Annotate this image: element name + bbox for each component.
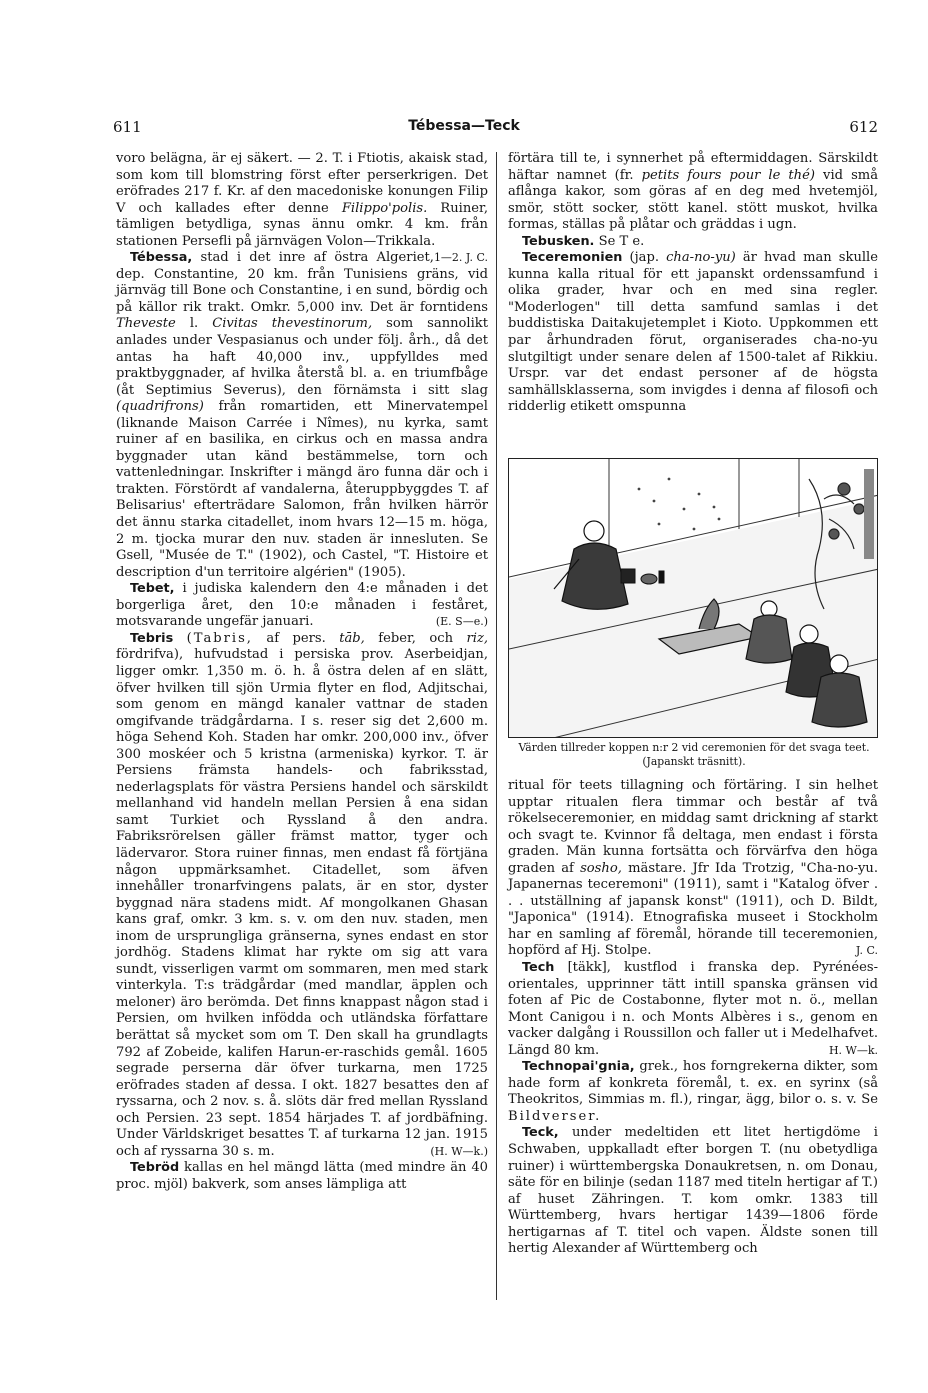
author-signature: (H. W—k.) <box>430 1144 488 1158</box>
entry-tebrod-continuation: förtära till te, i synnerhet på eftermiddagen. Särskildt häftar namnet (fr. petits fours pour le thé) vid små aflånga kakor, som göras af en deg med hvetemjöl, smör, stött socker, stött kanel. stött muskot, hvilka formas, ställas på plåtar och gräddas i ugn. <box>508 151 879 233</box>
entry-headword: Tebris <box>130 630 174 646</box>
author-signature: (E. S—e.) <box>435 615 488 629</box>
running-title: Tébessa—Teck <box>408 118 520 134</box>
entry-tebris: Tebris (Tabris, af pers. tāb, feber, och riz, fördrifva), hufvudstad i persiska prov. Aserbeidjan, ligger omkr. 1,350 m. ö. h. å östra delen af en slätt, öfver hvilken till sjön Urmia flyter en flod, Adjitschai, som genom en mängd kanaler vattnar de staden omgifvande trädgårdarna. I s. reser sig det 2,600 m. höga Sehend Koh. Staden har omkr. 200,000 inv., öfver 300 moskéer och 5 kristna (armeniska) kyrkor. T. är Persiens främsta handels- och fabriksstad, nederlagsplats för västra Persiens handel och särskildt mellanhand vid handeln mellan Persien å ena sidan samt Turkiet och Ryssland å den andra. Fabriksrörelsen gäller främst mattor, tyger och lädervaror. Stora ruiner finnas, men endast få förtjäna någon uppmärksamhet. Citadellet, som äfven innehåller tronarfvingens palats, är en stor, dyster byggnad nära stadens midt. Af mongolkanen Ghasan kans graf, omkr. 3 km. s. v. om den nuv. staden, men inom de ursprungliga gränserna, synes endast en stor jordhög. Stadens klimat har rykte om sig att vara sundt, visserligen varmt om sommaren, men med stark vinterkyla. T:s trädgårdar (med mandlar, äpplen och meloner) äro berömda. Det finns knappast någon stad i Persien, om hvilken infödda och utländska författare berättat så mycket som om T. Den skall ha grundlagts 792 af Zobeide, kalifen Harun-er-raschids gemål. 1605 segrade perserna där öfver turkarna, men 1725 eröfrades staden af dessa. I okt. 1827 besattes den af ryssarna, och 2 nov. s. å. slöts där fred mellan Ryssland och Persien. 23 sept. 1854 härjades T. af jordbäfning. Under Världskriget besattes T. af turkarna 12 jan. 1915 och af ryssarna 30 s. m. (H. W—k.) <box>116 630 489 1159</box>
entry-teceremonien-continuation: ritual för teets tillagning och förtäring. I sin helhet upptar ritualen flera timmar och består af två rökelseceremonier, en middag samt drickning af starkt och svagt te. Kvinnor få deltaga, men endast i första graden. Män kunna fortsätta och förvärfva den höga graden af sosho, mästare. Jfr Ida Trotzig, "Cha-no-yu. Japanernas teceremoni" (1911), samt i "Katalog öfver . . . utställning af japansk konst" (1911), och D. Bildt, "Japonica" (1914). Etnografiska museet i Stockholm har en samling af föremål, hörande till teceremonien, hopförd af Hj. Stolpe. J. C. <box>508 778 878 959</box>
entry-tebusken: Tebusken. Se T e. <box>522 233 645 249</box>
entry-headword: Tebröd <box>130 1160 180 1176</box>
right-column-top <box>508 151 878 416</box>
entry-headword: Tébessa, <box>130 250 193 266</box>
entry-headword: Tebusken. <box>522 233 595 249</box>
left-column <box>116 151 488 1193</box>
entry-tebet: Tebet, i judiska kalendern den 4:e månaden i det borgerliga året, den 10:e månaden i feståret, motsvarande ungefär januari. (E. S—e.) <box>116 581 488 630</box>
figure-caption: Värden tillreder koppen n:r 2 vid ceremonien för det svaga teet. (Japanskt träsnitt). <box>518 741 870 768</box>
author-signature: H. W—k. <box>828 1043 878 1057</box>
entry-continuation: voro belägna, är ej säkert. — 2. T. i Ftiotis, akaisk stad, som kom till blomstring först efter perserkrigen. Det eröfrades 217 f. Kr. af den macedoniske konungen Filip V och kallades efter denne Filippo'polis. Ruiner, tämligen betydliga, synas ännu omkr. 4 km. från stationen Persefli på järnvägen Volon—Trikkala. 1—2. J. C. <box>116 151 488 250</box>
entry-teceremonien: Teceremonien (jap. cha-no-yu) är hvad man skulle kunna kalla ritual för ett japanskt ordenssamfund i olika grader, hvar och en med sina regler. "Moderlogen" till detta samfund samlas i det buddistiska Daitakujetemplet i Kioto. Uppkommen ett par århundraden förut, organiserades cha-no-yu slutgiltigt under senare delen af 1500-talet af Rikkiu. Urspr. var det endast personer af de högsta samhällsklasserna, som invigdes i denna af filosofi och ridderlig etikett omspunna <box>508 250 878 415</box>
author-signature: J. C. <box>855 944 878 958</box>
page-number-left: 611 <box>113 118 142 136</box>
author-signature: 1—2. J. C. <box>433 251 488 265</box>
entry-teck: Teck, under medeltiden ett litet hertigdöme i Schwaben, uppkalladt efter borgen T. (nu obetydliga ruiner) i württembergska Donaukretsen, n. om Donau, säte för en bilinje (sedan 1187 med titeln hertigar af T.) af huset Zähringen. T. kom omkr. 1383 till Württemberg, hvars hertigar 1439—1806 förde hertigarnas af T. titel och vapen. Äldste sonen till hertig Alexander af Württemberg och <box>508 1125 878 1257</box>
page-number-right: 612 <box>849 118 878 136</box>
woodcut-illustration <box>508 458 878 738</box>
entry-tebrod: Tebröd kallas en hel mängd lätta (med mindre än 40 proc. mjöl) bakverk, som anses lämpliga att <box>116 1160 488 1192</box>
right-column-bottom <box>508 778 878 1258</box>
entry-headword: Teck, <box>522 1125 559 1141</box>
entry-headword: Technopai'gnia, <box>522 1059 635 1075</box>
entry-headword: Tebet, <box>130 581 175 597</box>
entry-headword: Teceremonien <box>522 250 623 266</box>
column-divider <box>496 152 497 1300</box>
entry-headword: Tech <box>522 960 555 976</box>
entry-technopaignia: Technopai'gnia, grek., hos forngrekerna dikter, som hade form af konkreta föremål, t. ex. en syrinx (så Theokritos, Simmias m. fl.), ringar, ägg, bilor o. s. v. Se Bildverser. <box>508 1059 878 1124</box>
entry-tebessa: Tébessa, stad i det inre af östra Algeriet, dep. Constantine, 20 km. från Tunisiens gräns, vid järnväg till Bone och Constantine, i en sund, bördig och på källor rik trakt. Omkr. 5,000 inv. Det är forntidens Theveste l. Civitas thevestinorum, som sannolikt anlades under Vespasianus och under följ. årh., då det antas ha haft 40,000 inv., uppfylldes med praktbyggnader, af hvilka återstå bl. a. en triumfbåge (åt Septimius Severus), den förnämsta i sitt slag (quadrifrons) från romartiden, ett Minervatempel (liknande Maison Carrée i Nîmes), nu kyrka, samt ruiner af en basilika, en cirkus och en massa andra byggnader utan känd bestämmelse, torn och vattenledningar. Inskrifter i mängd äro funna där och i trakten. Förstördt af vandalerna, återuppbyggdes T. af Belisarius' efterträdare Salomon, från hvilken härrör det ännu starka citadellet, inom hvars 12—15 m. höga, 2 m. tjocka murar den nuv. staden är innesluten. Se Gsell, "Musée de T." (1902), och Castel, "T. Histoire et description d'un territoire algérien" (1905). <box>116 250 489 580</box>
entry-tech: Tech [täkk], kustflod i franska dep. Pyrénées-orientales, upprinner tätt intill spanska gränsen vid foten af Pic de Costabonne, flyter mot n. ö., mellan Mont Canigou i n. och Monts Albères i s., genom en vacker dalgång i Roussillon och faller ut i Medelhafvet. Längd 80 km. H. W—k. <box>508 960 878 1058</box>
